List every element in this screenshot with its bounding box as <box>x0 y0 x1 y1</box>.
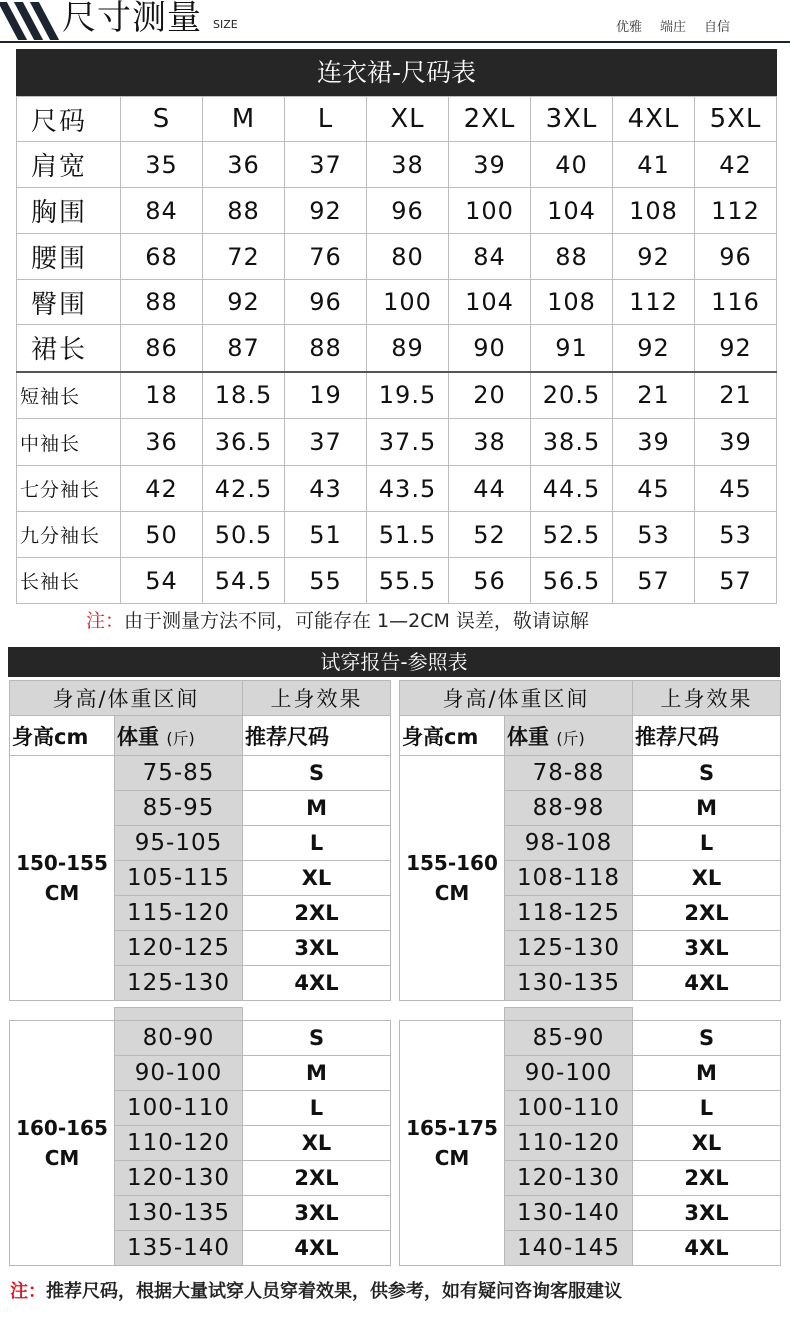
measurement-value: 42 <box>695 142 777 188</box>
measurement-value: 51.5 <box>367 512 449 558</box>
tryon-title: 试穿报告-参照表 <box>8 647 780 677</box>
size-chart <box>16 49 777 604</box>
measurement-value: 72 <box>203 234 285 280</box>
measurement-label: 裙长 <box>17 325 121 372</box>
measurement-value: 35 <box>121 142 203 188</box>
header-tag: 自信 <box>704 20 731 35</box>
weight-range: 130-135 <box>505 966 633 1001</box>
recommended-size: 3XL <box>243 1196 391 1231</box>
weight-range: 90-100 <box>505 1056 633 1091</box>
measurement-value: 100 <box>367 280 449 325</box>
col-height: 身高cm <box>10 716 115 756</box>
weight-range: 120-125 <box>115 931 243 966</box>
measurement-value: 43 <box>285 466 367 512</box>
measurement-value: 39 <box>449 142 531 188</box>
measurement-value: 44.5 <box>531 466 613 512</box>
weight-range: 125-130 <box>115 966 243 1001</box>
tryon-table <box>9 1007 391 1266</box>
size-header-cell: XL <box>367 97 449 142</box>
weight-range: 88-98 <box>505 791 633 826</box>
measurement-value: 100 <box>449 188 531 234</box>
measurement-value: 116 <box>695 280 777 325</box>
recommended-size: 4XL <box>243 1231 391 1266</box>
weight-range: 120-130 <box>115 1161 243 1196</box>
recommended-size: S <box>633 1021 781 1056</box>
col-size: 推荐尺码 <box>243 716 391 756</box>
measurement-value: 38.5 <box>531 419 613 466</box>
weight-range: 85-90 <box>505 1021 633 1056</box>
size-header-cell: 5XL <box>695 97 777 142</box>
measurement-value: 18.5 <box>203 372 285 419</box>
measurement-value: 57 <box>613 558 695 604</box>
recommended-size: M <box>633 1056 781 1091</box>
weight-range: 85-95 <box>115 791 243 826</box>
recommended-size: XL <box>633 861 781 896</box>
recommended-size: M <box>243 1056 391 1091</box>
recommended-size: L <box>243 826 391 861</box>
measurement-value: 42.5 <box>203 466 285 512</box>
measurement-value: 96 <box>695 234 777 280</box>
measurement-value: 89 <box>367 325 449 372</box>
measurement-label: 短袖长 <box>17 372 121 419</box>
recommended-size: 3XL <box>633 1196 781 1231</box>
measurement-value: 50 <box>121 512 203 558</box>
header-title-en: SIZE <box>213 18 238 31</box>
measurement-value: 112 <box>695 188 777 234</box>
recommended-size: L <box>243 1091 391 1126</box>
measurement-label: 九分袖长 <box>17 512 121 558</box>
measurement-value: 108 <box>613 188 695 234</box>
recommended-size: 2XL <box>633 1161 781 1196</box>
height-range: 160-165 CM <box>10 1021 115 1266</box>
recommended-size: M <box>633 791 781 826</box>
measurement-value: 84 <box>449 234 531 280</box>
recommended-size: 4XL <box>633 966 781 1001</box>
size-header-cell: 4XL <box>613 97 695 142</box>
measurement-note <box>86 606 589 633</box>
size-header-cell: 3XL <box>531 97 613 142</box>
recommended-size: 3XL <box>633 931 781 966</box>
measurement-label: 臀围 <box>17 280 121 325</box>
recommended-size: 2XL <box>243 1161 391 1196</box>
tryon-note <box>10 1277 622 1303</box>
measurement-value: 19 <box>285 372 367 419</box>
size-header-cell: M <box>203 97 285 142</box>
header-effect: 上身效果 <box>633 681 781 716</box>
measurement-value: 55.5 <box>367 558 449 604</box>
weight-range: 75-85 <box>115 756 243 791</box>
measurement-value: 76 <box>285 234 367 280</box>
measurement-value: 20 <box>449 372 531 419</box>
weight-range: 80-90 <box>115 1021 243 1056</box>
weight-gap <box>505 1008 633 1021</box>
weight-range: 120-130 <box>505 1161 633 1196</box>
measurement-value: 52.5 <box>531 512 613 558</box>
measurement-value: 41 <box>613 142 695 188</box>
measurement-value: 84 <box>121 188 203 234</box>
measurement-value: 56 <box>449 558 531 604</box>
recommended-size: 3XL <box>243 931 391 966</box>
col-height: 身高cm <box>400 716 505 756</box>
measurement-value: 39 <box>613 419 695 466</box>
measurement-value: 88 <box>285 325 367 372</box>
measurement-value: 50.5 <box>203 512 285 558</box>
measurement-value: 57 <box>695 558 777 604</box>
measurement-value: 104 <box>449 280 531 325</box>
weight-range: 115-120 <box>115 896 243 931</box>
col-weight: 体重 (斤) <box>115 716 243 756</box>
header-range: 身高/体重区间 <box>400 681 633 716</box>
measurement-value: 38 <box>367 142 449 188</box>
weight-range: 140-145 <box>505 1231 633 1266</box>
weight-range: 90-100 <box>115 1056 243 1091</box>
measurement-value: 80 <box>367 234 449 280</box>
note-text: 推荐尺码，根据大量试穿人员穿着效果，供参考，如有疑问咨询客服建议 <box>46 1281 622 1302</box>
weight-range: 100-110 <box>505 1091 633 1126</box>
measurement-value: 21 <box>695 372 777 419</box>
tryon-table <box>399 680 781 1011</box>
measurement-value: 68 <box>121 234 203 280</box>
weight-range: 130-135 <box>115 1196 243 1231</box>
weight-range: 118-125 <box>505 896 633 931</box>
measurement-value: 21 <box>613 372 695 419</box>
measurement-value: 45 <box>695 466 777 512</box>
recommended-size: 4XL <box>633 1231 781 1266</box>
weight-range: 78-88 <box>505 756 633 791</box>
measurement-value: 37 <box>285 419 367 466</box>
measurement-value: 56.5 <box>531 558 613 604</box>
measurement-value: 18 <box>121 372 203 419</box>
measurement-value: 44 <box>449 466 531 512</box>
measurement-value: 108 <box>531 280 613 325</box>
height-range: 155-160 CM <box>400 756 505 1001</box>
weight-gap <box>115 1008 243 1021</box>
measurement-value: 54.5 <box>203 558 285 604</box>
col-weight: 体重 (斤) <box>505 716 633 756</box>
measurement-value: 92 <box>613 325 695 372</box>
size-chart-title: 连衣裙-尺码表 <box>16 49 777 96</box>
recommended-size: S <box>243 756 391 791</box>
measurement-value: 36 <box>121 419 203 466</box>
measurement-value: 92 <box>285 188 367 234</box>
measurement-value: 91 <box>531 325 613 372</box>
page-header <box>0 0 790 46</box>
header-title: 尺寸测量 <box>62 0 202 38</box>
height-range: 165-175 CM <box>400 1021 505 1266</box>
header-tag: 端庄 <box>660 20 687 35</box>
recommended-size: L <box>633 826 781 861</box>
note-prefix: 注： <box>10 1281 46 1302</box>
weight-range: 98-108 <box>505 826 633 861</box>
measurement-value: 92 <box>695 325 777 372</box>
col-size: 推荐尺码 <box>633 716 781 756</box>
size-chart-table <box>16 96 777 604</box>
measurement-value: 37.5 <box>367 419 449 466</box>
measurement-label: 胸围 <box>17 188 121 234</box>
size-header-cell: S <box>121 97 203 142</box>
header-range: 身高/体重区间 <box>10 681 243 716</box>
recommended-size: 4XL <box>243 966 391 1001</box>
note-prefix: 注： <box>86 610 125 632</box>
measurement-label: 七分袖长 <box>17 466 121 512</box>
weight-range: 135-140 <box>115 1231 243 1266</box>
measurement-value: 88 <box>203 188 285 234</box>
measurement-value: 96 <box>367 188 449 234</box>
size-chart-corner: 尺码 <box>17 97 121 142</box>
weight-range: 110-120 <box>115 1126 243 1161</box>
recommended-size: XL <box>633 1126 781 1161</box>
measurement-value: 86 <box>121 325 203 372</box>
measurement-value: 96 <box>285 280 367 325</box>
measurement-value: 37 <box>285 142 367 188</box>
measurement-label: 中袖长 <box>17 419 121 466</box>
recommended-size: XL <box>243 1126 391 1161</box>
measurement-value: 92 <box>203 280 285 325</box>
measurement-value: 55 <box>285 558 367 604</box>
tryon-table <box>399 1007 781 1266</box>
measurement-label: 肩宽 <box>17 142 121 188</box>
tryon-table <box>9 680 391 1011</box>
header-divider <box>0 41 790 43</box>
recommended-size: S <box>243 1021 391 1056</box>
height-range: 150-155 CM <box>10 756 115 1001</box>
measurement-value: 42 <box>121 466 203 512</box>
measurement-value: 36 <box>203 142 285 188</box>
measurement-value: 51 <box>285 512 367 558</box>
header-effect: 上身效果 <box>243 681 391 716</box>
measurement-value: 53 <box>695 512 777 558</box>
measurement-value: 112 <box>613 280 695 325</box>
measurement-value: 52 <box>449 512 531 558</box>
note-text: 由于测量方法不同，可能存在 1—2CM 误差，敬请谅解 <box>124 610 589 632</box>
recommended-size: L <box>633 1091 781 1126</box>
recommended-size: 2XL <box>633 896 781 931</box>
weight-range: 95-105 <box>115 826 243 861</box>
measurement-label: 腰围 <box>17 234 121 280</box>
measurement-label: 长袖长 <box>17 558 121 604</box>
measurement-value: 38 <box>449 419 531 466</box>
measurement-value: 39 <box>695 419 777 466</box>
measurement-value: 53 <box>613 512 695 558</box>
measurement-value: 40 <box>531 142 613 188</box>
size-header-cell: L <box>285 97 367 142</box>
weight-range: 110-120 <box>505 1126 633 1161</box>
measurement-value: 90 <box>449 325 531 372</box>
measurement-value: 19.5 <box>367 372 449 419</box>
recommended-size: S <box>633 756 781 791</box>
weight-range: 108-118 <box>505 861 633 896</box>
recommended-size: M <box>243 791 391 826</box>
measurement-value: 92 <box>613 234 695 280</box>
measurement-value: 20.5 <box>531 372 613 419</box>
recommended-size: 2XL <box>243 896 391 931</box>
measurement-value: 104 <box>531 188 613 234</box>
weight-range: 130-140 <box>505 1196 633 1231</box>
measurement-value: 88 <box>121 280 203 325</box>
weight-range: 105-115 <box>115 861 243 896</box>
measurement-value: 54 <box>121 558 203 604</box>
weight-range: 125-130 <box>505 931 633 966</box>
measurement-value: 36.5 <box>203 419 285 466</box>
size-header-cell: 2XL <box>449 97 531 142</box>
measurement-value: 43.5 <box>367 466 449 512</box>
measurement-value: 88 <box>531 234 613 280</box>
measurement-value: 87 <box>203 325 285 372</box>
weight-range: 100-110 <box>115 1091 243 1126</box>
recommended-size: XL <box>243 861 391 896</box>
measurement-value: 45 <box>613 466 695 512</box>
header-tag: 优雅 <box>616 20 643 35</box>
